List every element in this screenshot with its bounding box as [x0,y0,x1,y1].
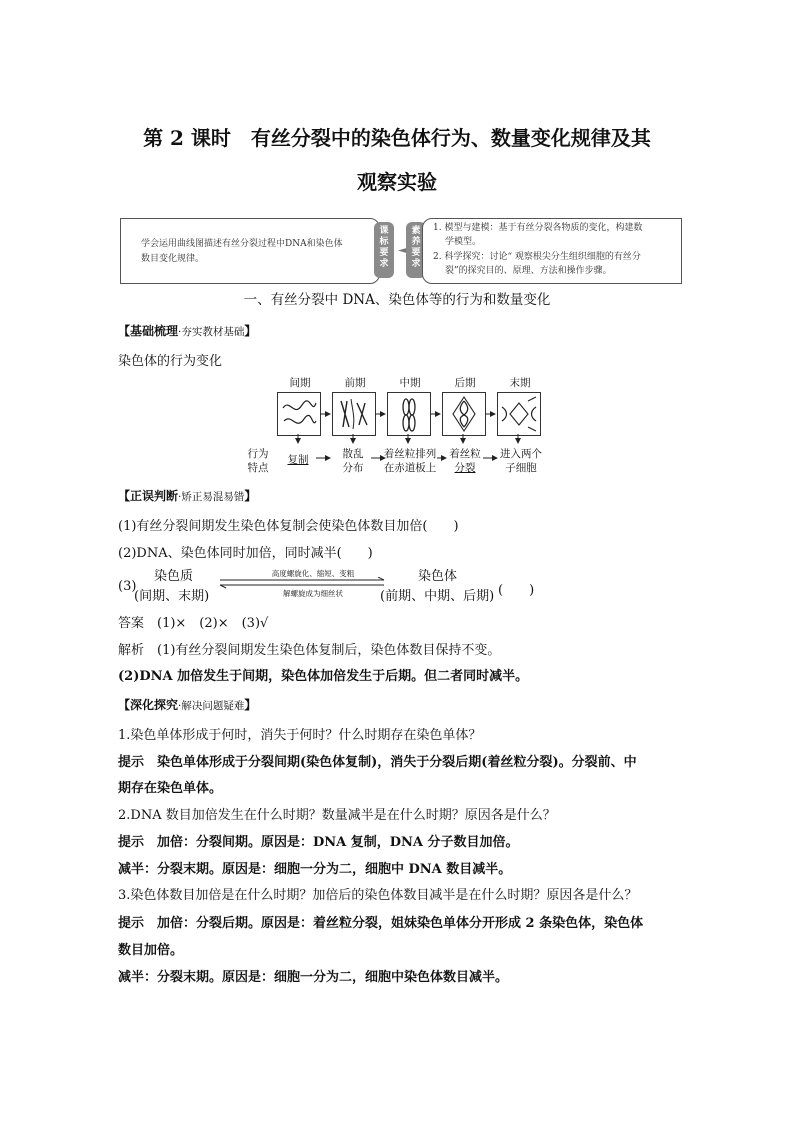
deep-line-10: 减半：分裂末期。原因是：细胞一分为二，细胞中染色体数目减半。 [118,970,509,985]
chromosome-phases: (前期、中期、后期) [380,589,495,604]
feature-anaphase-1: 着丝粒 [449,448,481,460]
stage-label-prophase: 前期 [344,377,366,389]
feature-prophase-1: 散乱 [342,448,364,460]
basic-tag-label: 基础梳理 [130,324,179,338]
curriculum-tag-text: 课标要求 [379,226,389,269]
deep-line-8: 提示 加倍：分裂后期。原因是：着丝粒分裂，姐妹染色单体分开形成 2 条染色体，染色体 [118,916,644,931]
deep-line-3: 期存在染色单体。 [118,781,223,796]
literacy-item-1: 1. 模型与建模：基于有丝分裂各物质的变化，构建数 [433,223,643,233]
curriculum-text-1: 学会运用曲线图描述有丝分裂过程中DNA和染色体 [141,239,343,249]
judge-section-tag: 【正误判断·矫正易混易错】 [118,489,257,503]
deep-line-1: 1.染色单体形成于何时，消失于何时？什么时期存在染色单体？ [118,728,482,743]
feature-telophase-2: 子细胞 [505,462,537,474]
judge-item-1: (1)有丝分裂间期发生染色体复制会使染色体数目加倍( ) [118,519,459,534]
deep-tag-label: 深化探究 [130,698,179,712]
page-title: 第 2 课时 有丝分裂中的染色体行为、数量变化规律及其 [143,126,651,150]
judge-tag-sub: ·矫正易混易错 [178,491,245,503]
stage-label-anaphase: 后期 [454,377,476,389]
chromosome-label: 染色体 [418,569,458,584]
feature-prophase-2: 分布 [342,462,364,474]
literacy-item-2: 2. 科学探究：讨论“ 观察根尖分生组织细胞的有丝分 [433,252,641,262]
basic-section-tag: 【基础梳理·夯实教材基础】 [118,324,257,338]
chromatin-label: 染色质 [154,569,194,584]
deep-line-4: 2.DNA 数目加倍发生在什么时期？数量减半是在什么时期？原因各是什么？ [118,808,556,823]
feature-metaphase-2: 在赤道板上 [383,462,437,474]
stage-label-interphase: 间期 [289,377,311,389]
deep-section-tag: 【深化探究·解决问题疑难】 [118,698,257,712]
chromatin-phases: (间期、末期) [134,589,210,604]
deep-tag-sub: ·解决问题疑难 [178,700,245,712]
deep-line-7: 3.染色体数目加倍是在什么时期？加倍后的染色体数目减半是在什么时期？原因各是什么？ [118,888,638,903]
feature-telophase-1: 进入两个 [500,448,542,460]
judge-tag-label: 正误判断 [130,489,179,503]
literacy-item-2b: 裂”的探究目的、原理、方法和操作步骤。 [445,266,612,276]
stage-label-metaphase: 中期 [399,377,421,389]
feature-metaphase-1: 着丝粒排列 [383,448,437,460]
literacy-item-1b: 学模型。 [445,237,482,247]
feature-anaphase-2: 分裂 [454,462,476,474]
feature-interphase: 复制 [287,454,309,466]
judge-item-2: (2)DNA、染色体同时加倍，同时减半( ) [118,546,373,561]
feature-arrow-1 [316,453,334,463]
stage-label-telophase: 末期 [509,377,531,389]
chromosome-behavior-diagram [240,375,570,475]
deep-line-6: 减半：分裂末期。原因是：细胞一分为二，细胞中 DNA 数目减半。 [118,862,512,877]
basic-subtitle: 染色体的行为变化 [118,354,223,369]
literacy-tag-text: 素养要求 [411,226,421,269]
row-label-feature: 特点 [247,462,269,474]
judge-item-3 [118,565,558,607]
explain-line-1: 解析 (1)有丝分裂间期发生染色体复制后，染色体数目保持不变。 [118,643,501,658]
arrow-bottom-label: 解螺旋成为细丝状 [283,589,343,598]
explain-line-2: (2)DNA 加倍发生于间期，染色体加倍发生于后期。但二者同时减半。 [118,669,529,684]
section-heading: 一、有丝分裂中 DNA、染色体等的行为和数量变化 [243,292,551,308]
basic-tag-sub: ·夯实教材基础 [178,326,245,338]
curriculum-tag [374,222,394,278]
answer-line: 答案 (1)× (2)× (3)√ [118,616,269,631]
page-title-line2: 观察实验 [357,170,437,194]
stage-arrows [240,392,570,436]
deep-line-9: 数目加倍。 [118,943,184,958]
judge-item-3-prefix: (3) [118,579,137,594]
literacy-requirement-box [422,218,682,284]
deep-line-5: 提示 加倍：分裂间期。原因是：DNA 复制，DNA 分子数目加倍。 [118,835,519,850]
curriculum-requirement-box [120,218,380,284]
arrow-top-label: 高度螺旋化、缩短、变粗 [271,569,355,578]
deep-line-2: 提示 染色单体形成于分裂间期(染色体复制)，消失于分裂后期(着丝粒分裂)。分裂前、中 [118,755,637,770]
requirement-panel [120,218,682,284]
curriculum-text-2: 数目变化规律。 [141,254,205,264]
judge-item-3-blank: ( ) [498,583,535,598]
row-label-behavior: 行为 [247,448,269,460]
